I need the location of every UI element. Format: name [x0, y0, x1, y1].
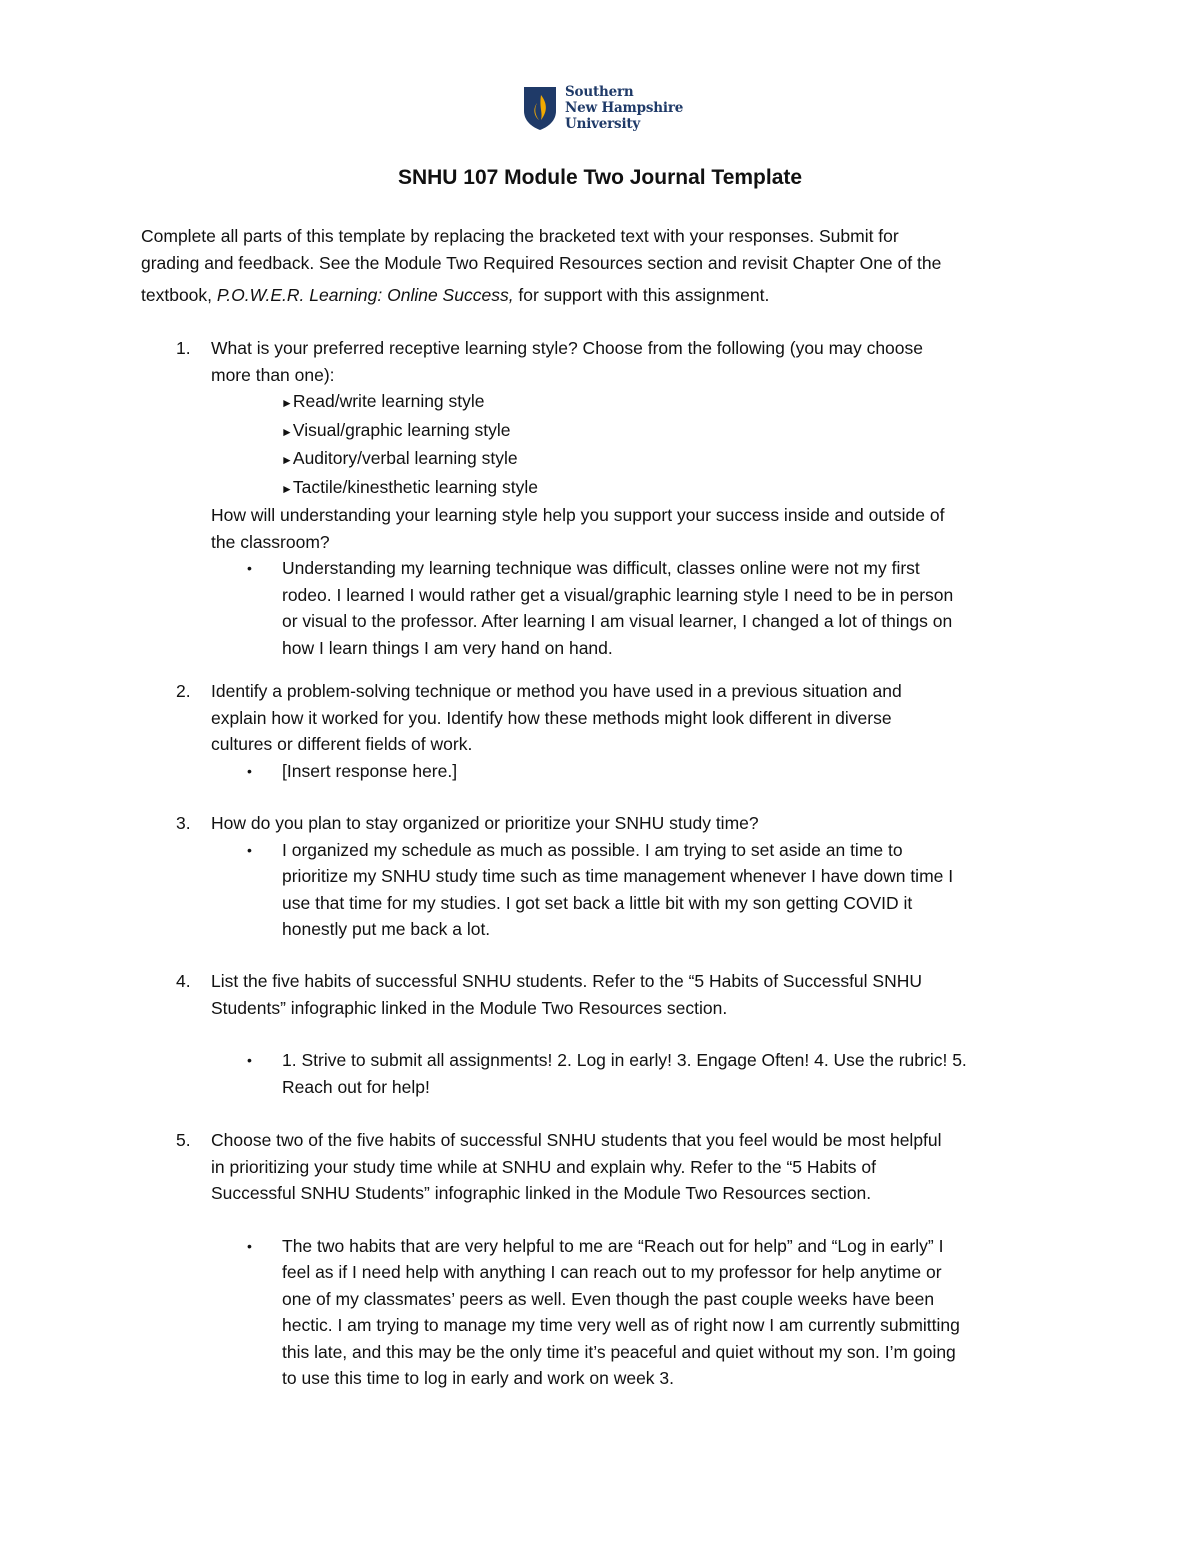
bullet-icon: • [247, 841, 252, 858]
bullet-icon: • [247, 1237, 252, 1254]
response-text [282, 758, 1061, 785]
question-1 [141, 335, 1061, 661]
prompt-line: the classroom? [211, 531, 330, 552]
spacer [141, 1021, 1061, 1047]
response-line: honestly put me back a lot. [282, 919, 491, 939]
response-bullet [211, 1233, 1061, 1392]
question-followup [211, 502, 1061, 555]
logo-line-2: New Hampshire [565, 100, 684, 116]
prompt-line: What is your preferred receptive learning style? Choose from the following (you may choose [211, 338, 924, 358]
learning-style-label: Auditory/verbal learning style [292, 448, 518, 468]
question-5 [141, 1127, 1061, 1392]
intro-text: textbook, [141, 285, 217, 305]
logo-line-3: University [565, 116, 641, 132]
question-number: 3. [176, 813, 191, 833]
learning-style-item [281, 445, 1061, 474]
response-line: rodeo. I learned I would rather get a visual/graphic learning style I need to be in person [282, 584, 954, 605]
intro-line: grading and feedback. See the Module Two Required Resources section and revisit Chapter One of the [141, 252, 942, 273]
response-line: this late, and this may be the only time it’s peaceful and quiet without my son. I’m going [282, 1341, 956, 1362]
prompt-line: How will understanding your learning style help you support your success inside and outside of [211, 505, 945, 525]
bullet-icon: • [247, 762, 252, 779]
learning-style-item [281, 474, 1061, 503]
response-bullet [211, 555, 1061, 661]
response-bullet [211, 1047, 1061, 1100]
response-line: one of my classmates’ peers as well. Even though the past couple weeks have been [282, 1288, 935, 1309]
response-line: use that time for my studies. I got set back a little bit with my son getting COVID it [282, 892, 913, 913]
document-title: SNHU 107 Module Two Journal Template [397, 166, 803, 189]
learning-style-label: Read/write learning style [292, 391, 485, 411]
intro-paragraph [141, 223, 1061, 309]
response-line: I organized my schedule as much as possible. I am trying to set aside an time to [282, 839, 903, 860]
response-text [282, 1233, 1061, 1392]
bullet-icon: • [247, 1052, 252, 1068]
response-line: prioritize my SNHU study time such as time management whenever I have down time I [282, 866, 954, 886]
response-line: [Insert response here.] [282, 760, 458, 781]
learning-style-label: Tactile/kinesthetic learning style [292, 476, 539, 497]
question-number: 2. [176, 681, 191, 701]
question-number: 1. [176, 338, 191, 358]
intro-line: Complete all parts of this template by replacing the bracketed text with your responses. Submit for [141, 226, 899, 246]
arrow-right-icon: ► [281, 396, 293, 410]
learning-style-item [281, 417, 1061, 446]
question-4 [141, 968, 1061, 1100]
prompt-line: in prioritizing your study time while at SNHU and explain why. Refer to the “5 Habits of [211, 1156, 876, 1177]
bullet-icon: • [247, 560, 252, 576]
logo-line-1: Southern [565, 84, 634, 100]
response-line: The two habits that are very helpful to me are “Reach out for help” and “Log in early” I [282, 1235, 944, 1256]
question-prompt [211, 968, 1061, 1021]
response-line: to use this time to log in early and work on week 3. [282, 1368, 675, 1388]
learning-style-item [281, 388, 1061, 417]
response-line: Understanding my learning technique was difficult, classes online were not my first [282, 558, 920, 578]
spacer [141, 1207, 1061, 1233]
response-bullet [211, 837, 1061, 943]
response-line: how I learn things I am very hand on hand. [282, 637, 613, 658]
snhu-logo [522, 84, 683, 132]
response-line: 1. Strive to submit all assignments! 2. Log in early! 3. Engage Often! 4. Use the rubric! 5. [282, 1050, 967, 1070]
response-bullet [211, 758, 1061, 785]
prompt-line: Successful SNHU Students” infographic linked in the Module Two Resources section. [211, 1183, 872, 1203]
prompt-line: How do you plan to stay organized or prioritize your SNHU study time? [211, 813, 759, 833]
shield-flame-icon [522, 85, 558, 131]
question-3 [141, 810, 1061, 943]
arrow-right-icon: ► [281, 424, 293, 439]
question-prompt [211, 1127, 1061, 1207]
response-line: hectic. I am trying to manage my time very well as of right now I am currently submitting [282, 1315, 960, 1335]
intro-text: for support with this assignment. [513, 285, 770, 305]
learning-style-label: Visual/graphic learning style [292, 419, 511, 440]
response-text [282, 837, 1061, 943]
prompt-line: cultures or different fields of work. [211, 734, 473, 754]
response-text [282, 555, 1061, 661]
question-prompt [211, 678, 1061, 758]
response-line: Reach out for help! [282, 1076, 430, 1097]
question-2 [141, 678, 1061, 784]
question-number: 5. [176, 1130, 191, 1150]
prompt-line: Students” infographic linked in the Module Two Resources section. [211, 997, 728, 1018]
arrow-right-icon: ► [281, 481, 293, 496]
prompt-line: Choose two of the five habits of successful SNHU students that you feel would be most helpful [211, 1130, 942, 1150]
logo-wordmark [565, 84, 683, 132]
prompt-line: Identify a problem-solving technique or method you have used in a previous situation and [211, 681, 902, 701]
question-prompt [211, 810, 1061, 837]
response-text [282, 1047, 1061, 1100]
intro-line [141, 282, 1061, 309]
prompt-line: explain how it worked for you. Identify how these methods might look different in diverse [211, 707, 892, 728]
response-line: or visual to the professor. After learning I am visual learner, I changed a lot of things on [282, 611, 953, 631]
question-prompt [211, 335, 1061, 388]
response-line: feel as if I need help with anything I can reach out to my professor for help anytime or [282, 1262, 942, 1282]
question-number: 4. [176, 971, 191, 991]
prompt-line: List the five habits of successful SNHU students. Refer to the “5 Habits of Successful SNHU [211, 971, 922, 991]
arrow-right-icon: ► [281, 453, 293, 467]
textbook-title: P.O.W.E.R. Learning: Online Success, [216, 285, 514, 305]
prompt-line: more than one): [211, 364, 335, 385]
learning-style-list [281, 388, 1061, 502]
